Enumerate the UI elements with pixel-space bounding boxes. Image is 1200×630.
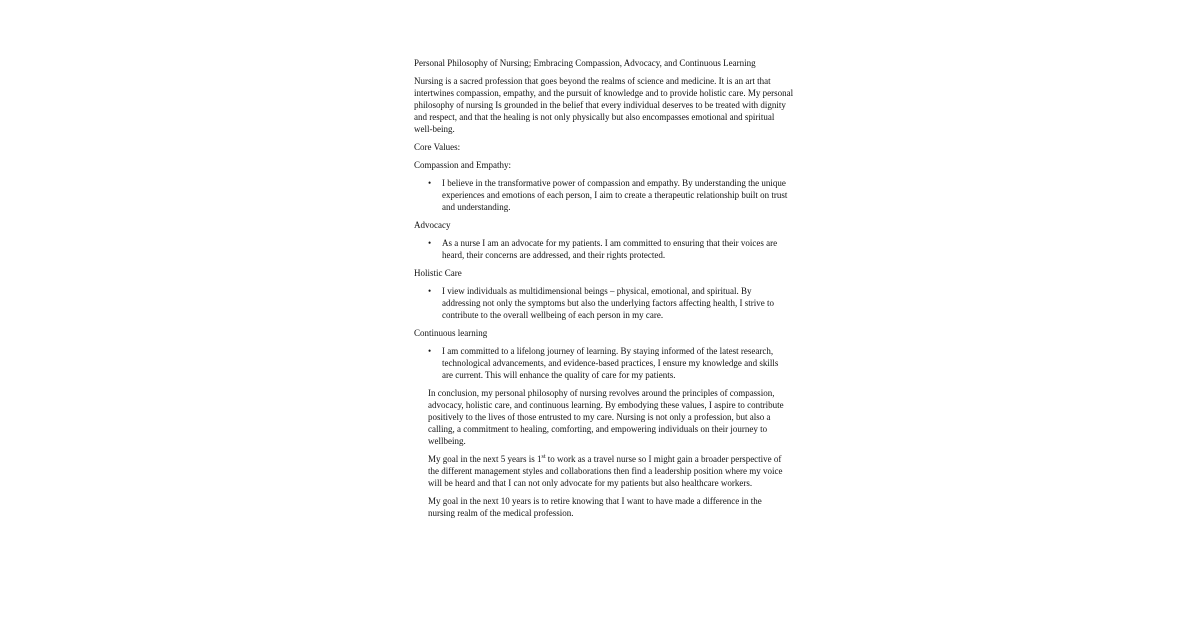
core-values-heading: Core Values: [414, 142, 461, 152]
section-heading: Advocacy [414, 220, 451, 230]
bullet-text: I am committed to a lifelong journey of learning. By staying informed of the latest research, technological advancements, and evidence-based practices, I ensure my knowledge and skills are current. This will enhance the quality of care for my patients. [442, 346, 779, 380]
bullet-icon: • [428, 286, 432, 296]
bullet-text: I believe in the transformative power of compassion and empathy. By understanding the unique experiences and emotions of each person, I aim to create a therapeutic relationship built on trust and understanding. [442, 178, 788, 212]
section-compassion [414, 159, 794, 213]
section-holistic-care [414, 267, 794, 321]
bullet-item [414, 177, 790, 213]
ten-year-goal-paragraph: My goal in the next 10 years is to retire knowing that I want to have made a difference in the nursing realm of the medical profession. [428, 496, 762, 518]
bullet-icon: • [428, 346, 432, 356]
section-advocacy [414, 219, 794, 261]
conclusion-paragraph: In conclusion, my personal philosophy of nursing revolves around the principles of compassion, advocacy, holistic care, and continuous learning. By embodying these values, I aspire to contribute positively to the lives of those entrusted to my care. Nursing is not only a profession, but also a calling, a commitment to healing, comforting, and empowering individuals on their journey to wellbeing. [428, 388, 784, 446]
section-heading: Holistic Care [414, 268, 462, 278]
bullet-item [414, 345, 790, 381]
bullet-item [414, 285, 790, 321]
document-body [414, 57, 794, 525]
bullet-icon: • [428, 178, 432, 188]
goal-text-before: My goal in the next 5 years is 1 [428, 454, 542, 464]
section-continuous-learning [414, 327, 794, 381]
five-year-goal-paragraph [414, 453, 784, 489]
goal-superscript: st [541, 454, 546, 460]
bullet-text: I view individuals as multidimensional beings – physical, emotional, and spiritual. By addressing not only the symptoms but also the underlying factors affecting health, I strive to contribute to the overall wellbeing of each person in my care. [442, 286, 775, 320]
bullet-item [414, 237, 790, 261]
intro-paragraph: Nursing is a sacred profession that goes beyond the realms of science and medicine. It is an art that intertwines compassion, empathy, and the pursuit of knowledge and to provide holistic care. My personal philosophy of nursing Is grounded in the belief that every individual deserves to be treated with dignity and respect, and that the healing is not only physically but also encompasses emotional and spiritual well-being. [414, 76, 794, 134]
section-heading: Compassion and Empathy: [414, 160, 511, 170]
bullet-icon: • [428, 238, 432, 248]
goal-text-after: to work as a travel nurse so I might gain a broader perspective of the different management styles and collaborations then find a leadership position where my voice will be heard and that I can not only advocate for my patients but also healthcare workers. [428, 454, 783, 488]
section-heading: Continuous learning [414, 328, 488, 338]
bullet-text: As a nurse I am an advocate for my patients. I am committed to ensuring that their voices are heard, their concerns are addressed, and their rights protected. [442, 238, 778, 260]
document-title: Personal Philosophy of Nursing; Embracing Compassion, Advocacy, and Continuous Learning [414, 58, 756, 68]
